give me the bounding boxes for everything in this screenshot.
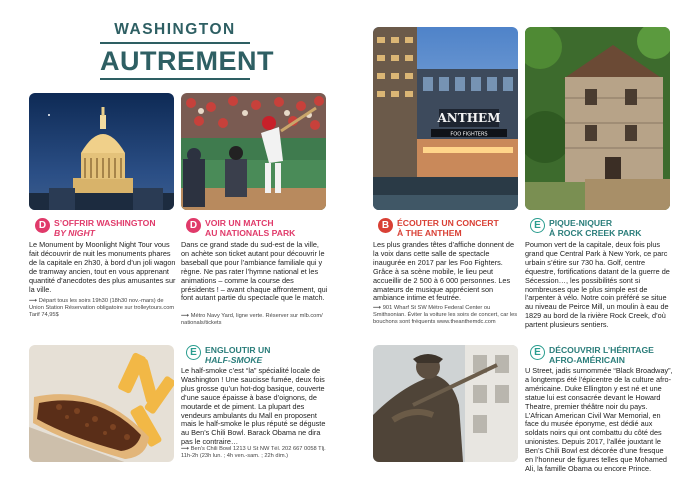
- card-title-line1: VOIR UN MATCH: [205, 218, 274, 228]
- arrow-icon: ⟶: [29, 298, 38, 304]
- card-body: Poumon vert de la capitale, deux fois plus grand que Central Park à New York, ce parc urbain s’étire sur 730 ha. Golf, centre équestre, fortifications datant de la guerre de Sécession…, les possibilités sont si nombreuses que le plus simple est de l’arpenter à vélo. Notre coin préféré se situe au niveau de Peirce Mill, un moulin à eau de 1829 au bord de la rivière Rock Creek, d’où partent plusieurs sentiers.: [525, 240, 670, 330]
- category-badge: B: [378, 218, 393, 233]
- mill-photo: [525, 27, 670, 210]
- card-title-line1: PIQUE-NIQUER: [549, 218, 613, 228]
- header-rule-bottom: [100, 78, 250, 80]
- header-rule-top: [100, 42, 250, 44]
- card-info: [181, 446, 329, 460]
- card-title-line2: AU NATIONALS PARK: [205, 228, 296, 238]
- card-info: [373, 305, 521, 327]
- card-info-text: Ben’s Chili Bowl 1213 U St NW Tél. 202 667 0058 Tlj. 11h-2h (23h lun. ; 4h ven.-sam. ; 22h dim.): [181, 446, 326, 460]
- card-body: Le half-smoke c’est “la” spécialité locale de Washington ! Une saucisse fumée, deux fois plus grosse qu’un hot-dog basique, couverte d’une sauce épaisse à base d’oignons, de moutarde et de piment. La plupart des vendeurs ambulants du Mall en proposent mais le half-smoke le plus réputé se déguste au Ben’s Chili Bowl. Barack Obama ne dira pas le contraire…: [181, 366, 326, 447]
- anthem-photo: [373, 27, 518, 210]
- anthem-marquee: FOO FIGHTERS: [450, 131, 488, 138]
- arrow-icon: ⟶: [373, 305, 382, 311]
- card-title: [549, 345, 674, 365]
- card-title-line1: ÉCOUTER UN CONCERT: [397, 218, 499, 228]
- card-info: [181, 313, 329, 327]
- card-body: Le Monument by Moonlight Night Tour vous fait découvrir de nuit les monuments phares de la capitale en 2h30, à bord d’un joli wagon de tramway ancien, tout en vous apprenant quantité d’anecdotes des plus amusantes sur la ville.: [29, 240, 176, 294]
- card-body: Dans ce grand stade du sud-est de la ville, on achète son ticket autant pour découvrir le baseball que pour l’ambiance familiale qui y règne. Ne pas rater l’hymne national et les animations – comme la course des présidents ! – avant chaque affrontement, qui font autant partie du spectacle que le match.: [181, 240, 328, 303]
- baseball-photo: [181, 93, 326, 210]
- card-title-line2: À THE ANTHEM: [397, 228, 462, 238]
- card-body: Les plus grandes têtes d’affiche donnent de la voix dans cette salle de spectacle inaugurée en 2017 par les Foo Fighters. Grâce à sa scène mobile, le lieu peut accueillir de 2 500 à 6 000 personnes. Les amateurs de musique apprécient son ambiance intime et feutrée.: [373, 240, 515, 303]
- category-badge: D: [186, 218, 201, 233]
- header-subtitle: WASHINGTON: [114, 21, 236, 38]
- card-title-line1: ENGLOUTIR UN: [205, 345, 271, 355]
- capitol-photo: [29, 93, 174, 210]
- card-title-line2: AFRO-AMÉRICAIN: [549, 355, 625, 365]
- card-info-text: Métro Navy Yard, ligne verte. Réserver sur mlb.com/ nationals/tickets: [181, 313, 323, 327]
- card-body: U Street, jadis surnommée “Black Broadway”, a longtemps été l’épicentre de la culture afro-américaine. Duke Ellington y est né et une statue lui est consacrée devant le Howard Theatre, premier théâtre noir du pays. L’African American Civil War Memorial, en face du musée éponyme, est dédié aux soldats noirs qui ont combattu du côté des unionistes. Depuis 2017, l’allée jouxtant le Ben’s Chili Bowl est décorée d’une fresque en l’honneur de figures telles que Mohamed Ali, la famille Obama ou encore Prince.: [525, 366, 673, 473]
- card-title-line1: DÉCOUVRIR L’HÉRITAGE: [549, 345, 654, 355]
- category-badge: E: [530, 345, 545, 360]
- card-title-line1: S’OFFRIR WASHINGTON: [54, 218, 156, 228]
- card-title: [205, 345, 330, 365]
- arrow-icon: ⟶: [181, 446, 190, 452]
- card-title-line2: BY NIGHT: [54, 228, 95, 238]
- card-title-line2: À ROCK CREEK PARK: [549, 228, 642, 238]
- arrow-icon: ⟶: [181, 313, 190, 319]
- category-badge: E: [530, 218, 545, 233]
- card-info-text: Départ tous les soirs 19h30 (18h30 nov.-mars) de Union Station Réservation obligatoire sur trolleytours.com Tarif 74,95$: [29, 298, 175, 319]
- card-info: [29, 298, 177, 320]
- card-title: [397, 218, 522, 238]
- category-badge: D: [35, 218, 50, 233]
- header-title: AUTREMENT: [100, 46, 274, 76]
- statue-photo: [373, 345, 518, 462]
- card-title: [205, 218, 330, 238]
- card-info-text: 901 Wharf St SW Métro Federal Center ou Smithsonian. Éviter la voiture les soirs de concert, car les bouchons sont fréquents www.theanthemdc.com: [373, 305, 518, 326]
- anthem-sign: ANTHEM: [437, 111, 501, 125]
- halfsmoke-photo: [29, 345, 174, 462]
- category-badge: E: [186, 345, 201, 360]
- card-title-line2: HALF-SMOKE: [205, 355, 263, 365]
- card-title: [54, 218, 179, 238]
- card-title: [549, 218, 674, 238]
